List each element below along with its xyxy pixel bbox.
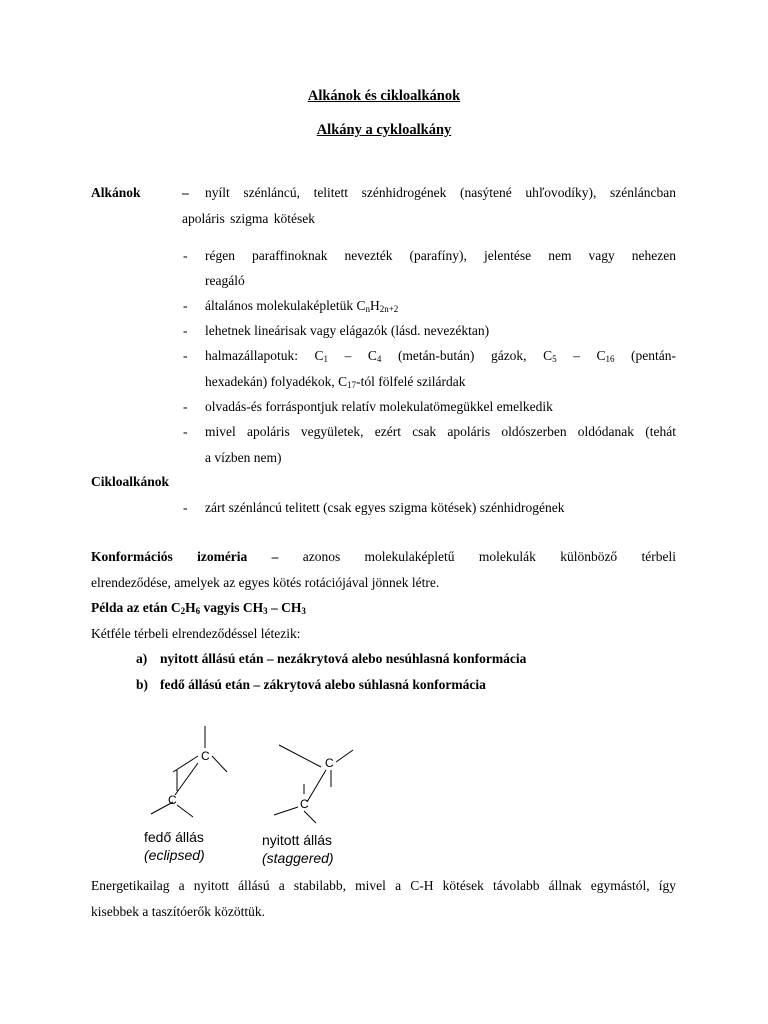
page-subtitle: Alkány a cykloalkány [316,122,452,138]
carbon-atom-label: C [168,793,177,807]
list-item: régen paraffinoknak nevezték (parafíny), jelentése nem vagy nehezen [205,248,676,263]
list-bullet: - [183,399,188,414]
ethane-example: Példa az etán $C_2H_6$ vagyis $CH_3 - CH_3$ [91,600,306,616]
carbon-atom-label: C [325,756,334,770]
alkanes-definition-line1: nyílt szénláncú, telitett szénhidrogének (nasýtené uhľovodíky), szénláncban [205,185,676,200]
conformation-figure [130,720,370,870]
carbon-atom-label: C [201,749,210,763]
eclipsed-english-label: (eclipsed) [144,847,205,863]
conformation-item-a: nyitott állású etán – nezákrytová alebo nesúhlasná konformácia [160,651,527,666]
eclipsed-label: fedő állás [144,829,204,845]
page-title: Alkánok és cikloalkánok [307,88,461,104]
list-bullet: - [183,248,188,263]
conformation-paragraph-line2: elrendeződése, amelyek az egyes kötés rotációjával jönnek létre. [91,575,440,590]
list-item: halmazállapotuk: $C_1 - C_4$ (metán-bután) gázok, $C_5 - C_{16}$ (pentán- [205,348,677,364]
cycloalkanes-label: Cikloalkánok [91,474,170,489]
staggered-structure [274,745,353,823]
eclipsed-structure [151,726,227,817]
staggered-english-label: (staggered) [262,850,334,866]
list-marker: b) [136,677,149,692]
conformation-item-b: fedő állású etán – zákrytová alebo súhlasná konformácia [160,677,486,692]
conclusion-line1: Energetikailag a nyitott állású a stabilabb, mivel a C-H kötések távolabb állnak egymástól, így [91,878,676,893]
cycloalkanes-definition: zárt szénláncú telitett (csak egyes szigma kötések) szénhidrogének [205,500,565,515]
list-bullet: - [183,500,188,515]
alkanes-label: Alkánok [91,185,141,200]
list-marker: a) [136,651,148,666]
list-item: általános molekulaképletük $C_nH_{2n+2}$ [205,298,399,314]
conformation-paragraph-line1: Konformációs izoméria – azonos molekulaképletű molekulák különböző térbeli [91,549,677,564]
list-bullet: - [183,298,188,313]
two-forms-text: Kétféle térbeli elrendeződéssel létezik: [91,626,301,641]
alkanes-dash: – [182,185,189,200]
conclusion-line2: kisebbek a taszítóerők közöttük. [91,904,265,919]
list-bullet: - [183,323,188,338]
list-item-cont: reagáló [205,273,245,288]
alkanes-definition-line2: apoláris szigma kötések [182,211,315,226]
list-item: mivel apoláris vegyületek, ezért csak apoláris oldószerben oldódanak (tehát [205,424,676,439]
list-bullet: - [183,348,188,363]
list-bullet: - [183,424,188,439]
staggered-label: nyitott állás [262,832,333,848]
list-item: olvadás-és forráspontjuk relatív molekulatömegükkel emelkedik [205,399,553,414]
list-item-cont: a vízben nem) [205,450,282,465]
list-item: lehetnek lineárisak vagy elágazók (lásd. nevezéktan) [205,323,490,338]
carbon-atom-label: C [300,797,309,811]
list-item-cont: hexadekán) folyadékok, $C_{17}$-tól fölfelé szilárdak [205,374,466,390]
